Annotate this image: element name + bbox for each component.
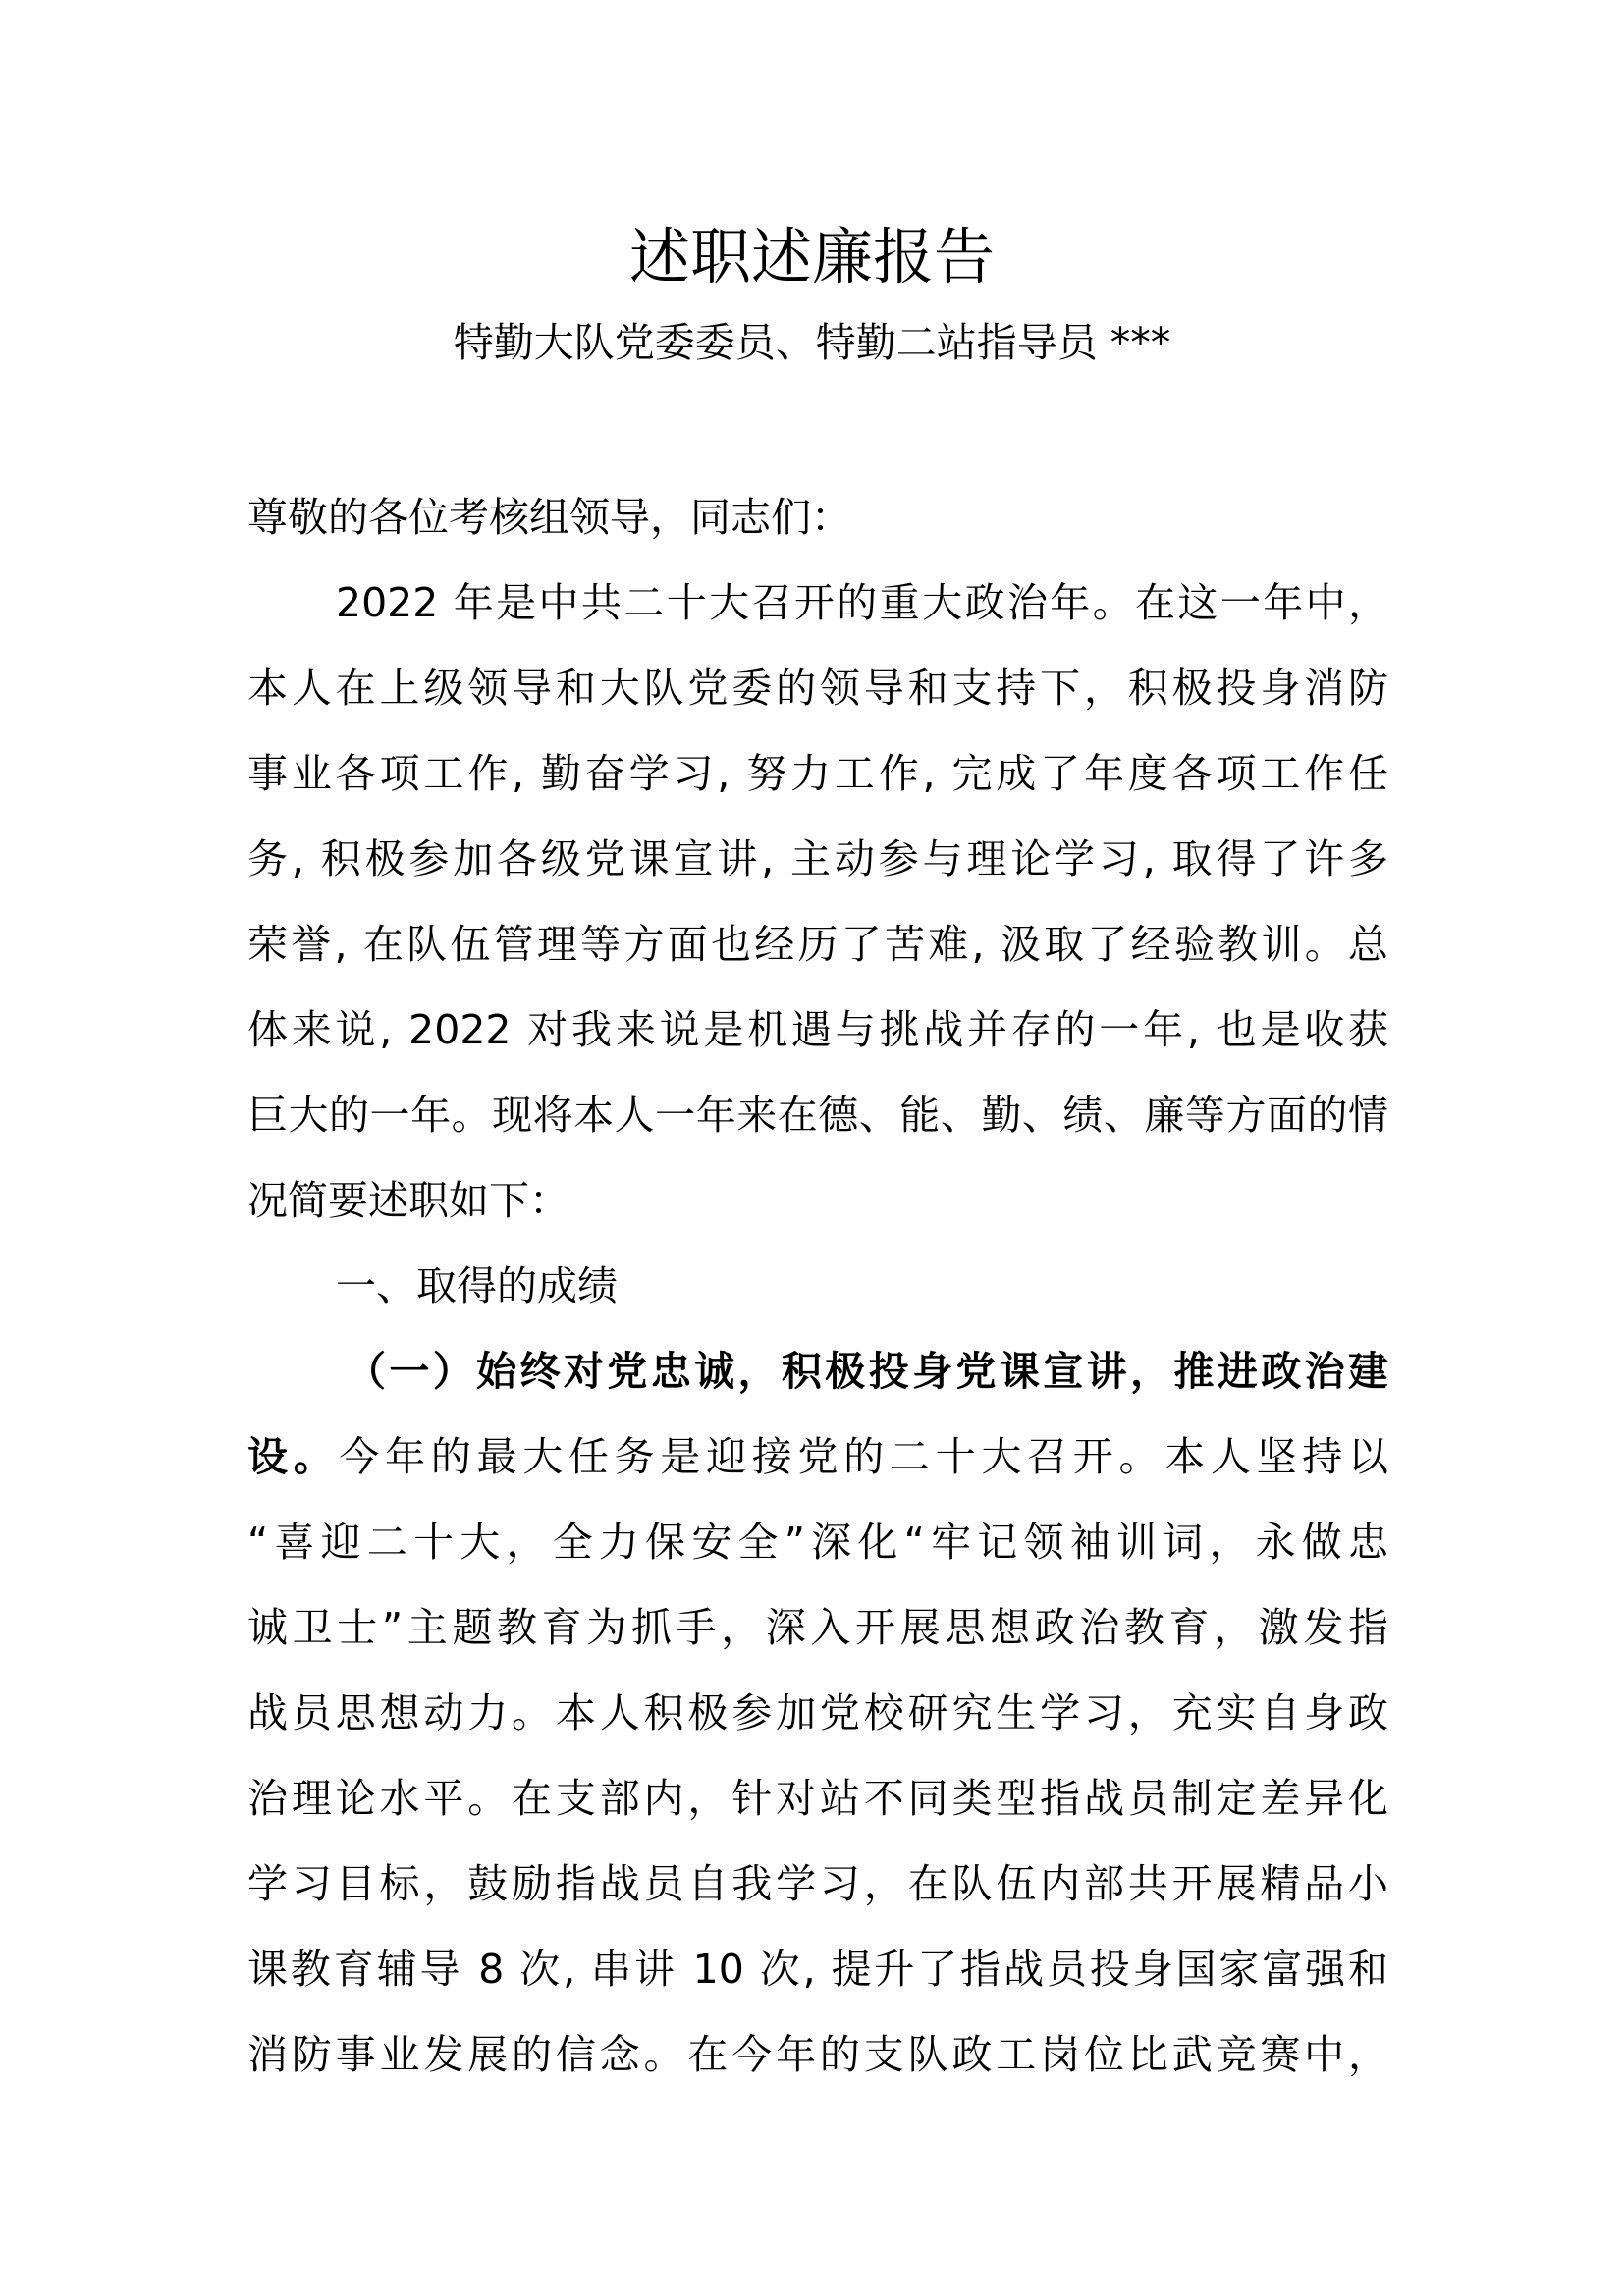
body-text: 尊敬的各位考核组领导，同志们： [247, 494, 851, 541]
document-body [247, 491, 1388, 2113]
text-line [247, 832, 1388, 918]
text-line [247, 1601, 1388, 1686]
body-text: 消防事业发展的信念。在今年的支队政工岗位比武竞赛中， [247, 2031, 1388, 2078]
body-text: 巨大的一年。现将本人一年来在德、能、勤、绩、廉等方面的情 [247, 1092, 1388, 1139]
text-line [247, 1686, 1388, 1772]
body-text: 况简要述职如下： [247, 1177, 569, 1224]
text-line [247, 1003, 1388, 1089]
body-text: 2022 年是中共二十大召开的重大政治年。在这一年中， [336, 579, 1388, 626]
body-text: 体来说, 2022 对我来说是机遇与挑战并存的一年, 也是收获 [247, 1006, 1388, 1053]
body-text: 荣誉, 在队伍管理等方面也经历了苦难, 汲取了经验教训。总 [247, 921, 1388, 968]
text-line [247, 747, 1388, 832]
text-line [247, 918, 1388, 1003]
body-text: 事业各项工作, 勤奋学习, 努力工作, 完成了年度各项工作任 [247, 750, 1388, 797]
body-text: 战员思想动力。本人积极参加党校研究生学习，充实自身政 [247, 1689, 1388, 1736]
text-line [247, 576, 1388, 662]
body-text: 课教育辅导 8 次, 串讲 10 次, 提升了指战员投身国家富强和 [247, 1946, 1389, 1993]
text-line [247, 491, 1388, 576]
text-line [247, 1089, 1388, 1174]
body-text: 学习目标，鼓励指战员自我学习，在队伍内部共开展精品小 [247, 1860, 1388, 1907]
body-text: 一、取得的成绩 [336, 1262, 618, 1309]
body-text: 诚卫士”主题教育为抓手，深入开展思想政治教育，激发指 [247, 1604, 1388, 1651]
text-line [247, 662, 1388, 747]
text-line [247, 1772, 1388, 1857]
body-text: 治理论水平。在支部内，针对站不同类型指战员制定差异化 [247, 1775, 1388, 1822]
bold-heading-text: （一）始终对党忠诚，积极投身党课宣讲，推进政治建 [346, 1348, 1388, 1395]
text-line [247, 2028, 1388, 2113]
text-line [247, 1345, 1388, 1430]
document-subtitle: 特勤大队党委委员、特勤二站指导员 *** [453, 319, 1171, 366]
body-text: 今年的最大任务是迎接党的二十大召开。本人坚持以 [339, 1433, 1389, 1480]
bold-heading-text: 设。 [247, 1433, 340, 1480]
text-line [247, 1857, 1388, 1943]
text-line [247, 1174, 1388, 1259]
document-title: 述职述廉报告 [628, 221, 995, 293]
body-text: 本人在上级领导和大队党委的领导和支持下，积极投身消防 [247, 665, 1388, 712]
body-text: 务, 积极参加各级党课宣讲, 主动参与理论学习, 取得了许多 [247, 835, 1388, 882]
text-line [247, 1430, 1388, 1516]
text-line [247, 1516, 1388, 1601]
text-line [247, 1259, 1388, 1345]
body-text: “喜迎二十大，全力保安全”深化“牢记领袖训词，永做忠 [247, 1519, 1388, 1566]
text-line [247, 1943, 1388, 2028]
